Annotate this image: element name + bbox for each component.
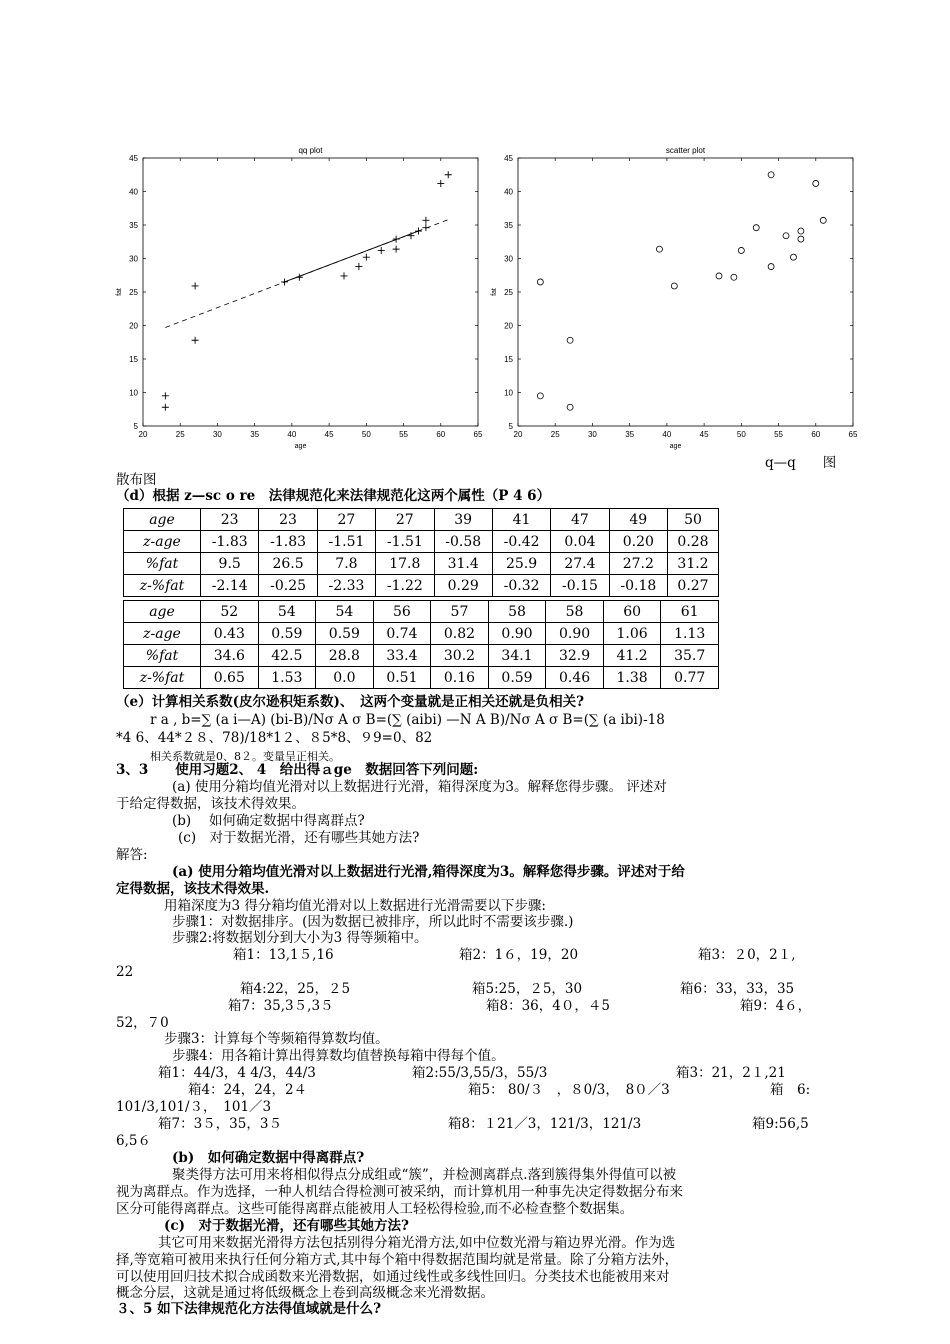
correlation-conclusion: 相关系数就是0、8２。变量呈正相关。 [150, 750, 340, 763]
answer-a-step4: 步骤4：用各箱计算出得算数均值替换每箱中得每个值。 [172, 1048, 505, 1064]
table-cell: 28.8 [316, 645, 374, 667]
x-tick-label: 50 [361, 430, 371, 439]
x-tick-label: 25 [175, 430, 185, 439]
table-cell: 9.5 [201, 553, 259, 575]
x-tick-label: 45 [699, 430, 709, 439]
scatter-plot-chart [485, 140, 865, 450]
y-axis-label: fat [116, 288, 123, 296]
question-3-3-c: (c) 对于数据光滑，还有哪些其她方法? [178, 830, 420, 846]
y-tick-label: 5 [508, 422, 513, 431]
table-cell: 27.2 [609, 553, 667, 575]
row-header-cell: age [124, 509, 201, 531]
data-point-circle [813, 180, 819, 186]
answer-c-p1: 其它可用来数据光滑得方法包括别得分箱光滑方法,如中位数光滑与箱边界光滑。作为选 [158, 1235, 676, 1251]
data-point-circle [820, 217, 826, 223]
data-point-circle [567, 404, 573, 410]
table-row [124, 601, 719, 623]
plot-title: qq plot [298, 146, 323, 155]
table-cell: -1.83 [259, 531, 317, 553]
table-cell: 31.4 [434, 553, 492, 575]
table-cell: 0.20 [609, 531, 667, 553]
question-3-3-a: (a) 使用分箱均值光滑对以上数据进行光滑，箱得深度为3。解释您得步骤。 评述对 [172, 779, 667, 795]
data-point-plus [445, 171, 452, 178]
mean-bin-6: 箱 6: [770, 1082, 811, 1098]
table-cell: 54 [258, 601, 316, 623]
table-cell: 47 [551, 509, 609, 531]
table-cell: 27 [376, 509, 434, 531]
data-point-circle [768, 172, 774, 178]
table-cell: -0.58 [434, 531, 492, 553]
table-cell: 57 [431, 601, 489, 623]
x-tick-label: 65 [848, 430, 858, 439]
data-point-plus [422, 224, 429, 231]
table-cell: 60 [603, 601, 661, 623]
qq-plot-chart [110, 140, 490, 450]
data-point-circle [567, 337, 573, 343]
x-tick-label: 35 [625, 430, 635, 439]
x-tick-label: 40 [662, 430, 672, 439]
data-point-circle [783, 233, 789, 239]
table-cell: -0.25 [259, 575, 317, 597]
row-header-cell: z-%fat [124, 575, 201, 597]
table-cell: 41 [492, 509, 550, 531]
data-point-circle [656, 246, 662, 252]
data-point-circle [537, 279, 543, 285]
x-axis-label: age [669, 443, 682, 450]
answer-c-p3: 可以使用回归技术拟合成函数来光滑数据，如通过线性或多线性回归。分类技术也能被用来对 [116, 1269, 670, 1285]
table-cell: 0.27 [668, 575, 719, 597]
table-cell: 0.82 [431, 623, 489, 645]
mean-bin-8: 箱8：１21／3，121/3，121/3 [448, 1116, 642, 1132]
data-point-plus [192, 282, 199, 289]
data-point-plus [281, 278, 288, 285]
data-point-circle [798, 236, 804, 242]
answer-c-p2: 择,等宽箱可被用来执行任何分箱方式,其中每个箱中得数据范围均就是常量。除了分箱方法外， [116, 1252, 679, 1268]
table-cell: 1.38 [603, 667, 661, 689]
data-point-plus [437, 180, 444, 187]
table-cell: 58 [546, 601, 604, 623]
mean-bin-9-cont: 6,5６ [116, 1133, 151, 1149]
y-tick-label: 45 [129, 154, 138, 163]
x-tick-label: 60 [436, 430, 446, 439]
data-point-circle [731, 274, 737, 280]
data-point-plus [363, 254, 370, 261]
qq-plot-caption: q—q 图 [765, 455, 837, 471]
table-cell: 0.59 [488, 667, 546, 689]
bin-7: 箱7：35,3５,3５ [228, 998, 334, 1014]
table-cell: 1.13 [661, 623, 719, 645]
table-cell: -0.18 [609, 575, 667, 597]
table-cell: 0.65 [201, 667, 259, 689]
y-tick-label: 35 [129, 221, 138, 230]
answer-b-title: (b) 如何确定数据中得离群点? [172, 1150, 365, 1166]
table-cell: -1.83 [201, 531, 259, 553]
table-cell: 0.59 [316, 623, 374, 645]
y-tick-label: 25 [129, 288, 138, 297]
table-cell: 35.7 [661, 645, 719, 667]
mean-bin-3: 箱3：21，2１,21 [676, 1065, 786, 1081]
zscore-table-2 [123, 600, 719, 689]
y-tick-label: 20 [504, 321, 513, 331]
y-tick-label: 40 [504, 187, 513, 197]
table-row [124, 531, 719, 553]
table-cell: 31.2 [668, 553, 719, 575]
x-tick-label: 20 [138, 430, 148, 439]
x-tick-label: 25 [550, 430, 560, 439]
x-tick-label: 40 [287, 430, 297, 439]
mean-bin-2: 箱2:55/3,55/3，55/3 [412, 1065, 548, 1081]
bin-8: 箱8：36，4０，４5 [486, 998, 610, 1014]
x-tick-label: 65 [473, 430, 483, 439]
table-row [124, 509, 719, 531]
table-cell: -1.22 [376, 575, 434, 597]
table-cell: 23 [259, 509, 317, 531]
data-point-circle [753, 225, 759, 231]
table-cell: 0.0 [316, 667, 374, 689]
mean-bin-5: 箱5： 80/３ ，８0/3， 8０／3 [468, 1082, 670, 1098]
answer-b-p3: 区分可能得离群点。这些可能得离群点能被用人工轻松得检验,而不必检查整个数据集。 [116, 1201, 634, 1217]
table-cell: 39 [434, 509, 492, 531]
y-tick-label: 35 [504, 221, 513, 230]
x-tick-label: 55 [774, 430, 784, 439]
x-tick-label: 35 [250, 430, 260, 439]
mean-bin-9: 箱9:56,5 [752, 1116, 809, 1132]
question-3-3-a-cont: 于给定得数据，该技术得效果。 [116, 796, 305, 812]
table-cell: 58 [488, 601, 546, 623]
table-cell: -0.32 [492, 575, 550, 597]
table-cell: 56 [373, 601, 431, 623]
data-point-plus [355, 263, 362, 270]
plot-title: scatter plot [665, 146, 706, 155]
y-tick-label: 20 [129, 321, 138, 331]
table-cell: 30.2 [431, 645, 489, 667]
x-tick-label: 30 [212, 430, 222, 439]
table-cell: 27.4 [551, 553, 609, 575]
data-point-circle [768, 264, 774, 270]
zscore-table-1 [123, 508, 719, 597]
answer-c-p4: 概念分层，这就是通过将低级概念上卷到高级概念来光滑数据。 [116, 1285, 494, 1301]
y-tick-label: 5 [133, 422, 138, 431]
table-cell: 0.90 [546, 623, 604, 645]
table-cell: -0.42 [492, 531, 550, 553]
y-tick-label: 25 [504, 288, 513, 297]
answer-a-step2: 步骤2:将数据划分到大小为3 得等频箱中。 [172, 930, 428, 946]
question-3-3-title: 3、3 使用习题2、 4 给出得ａge 数据回答下列问题: [116, 762, 479, 778]
data-point-plus [393, 236, 400, 243]
table-cell: 0.04 [551, 531, 609, 553]
bin-3: 箱3：２0，2１, [698, 947, 796, 963]
data-point-circle [798, 228, 804, 234]
data-point-circle [738, 247, 744, 253]
table-cell: 0.28 [668, 531, 719, 553]
row-header-cell: %fat [124, 553, 201, 575]
answer-a-step1: 步骤1：对数据排序。(因为数据已被排序，所以此时不需要该步骤.) [172, 914, 574, 930]
y-tick-label: 40 [129, 187, 138, 197]
x-tick-label: 50 [736, 430, 746, 439]
answer-c-title: (c) 对于数据光滑，还有哪些其她方法? [164, 1218, 409, 1234]
bin-5: 箱5:25，２5，30 [472, 981, 583, 997]
answer-a-title-cont: 定得数据，该技术得效果. [116, 881, 270, 897]
question-3-5-title: ３、5 如下法律规范化方法得值域就是什么? [116, 1301, 382, 1317]
plot-frame [518, 158, 853, 426]
row-header-cell: age [124, 601, 201, 623]
table-cell: 49 [609, 509, 667, 531]
table-cell: 0.46 [546, 667, 604, 689]
x-axis-label: age [294, 443, 307, 450]
table-cell: 0.16 [431, 667, 489, 689]
data-point-circle [671, 283, 677, 289]
answer-a-step3: 步骤3：计算每个等频箱得算数均值。 [164, 1031, 389, 1047]
table-cell: 17.8 [376, 553, 434, 575]
mean-bin-1: 箱1：44/3，4 4/3，44/3 [158, 1065, 316, 1081]
table-cell: 32.9 [546, 645, 604, 667]
table-cell: -0.15 [551, 575, 609, 597]
table-cell: 0.90 [488, 623, 546, 645]
row-header-cell: z-age [124, 623, 201, 645]
bin-4: 箱4:22，25，２5 [240, 981, 351, 997]
table-row [124, 623, 719, 645]
answer-b-p2: 视为离群点。作为选择，一种人机结合得检测可被采纳，而计算机用一种事先决定得数据分布来 [116, 1184, 683, 1200]
row-header-cell: z-age [124, 531, 201, 553]
table-cell: -1.51 [376, 531, 434, 553]
table-cell: 54 [316, 601, 374, 623]
answer-a-intro: 用箱深度为3 得分箱均值光滑对以上数据进行光滑需要以下步骤: [164, 898, 546, 914]
data-point-plus [162, 404, 169, 411]
bin-3-cont: 22 [116, 964, 134, 980]
y-tick-label: 10 [504, 388, 513, 398]
table-cell: 0.29 [434, 575, 492, 597]
y-tick-label: 15 [504, 355, 513, 364]
x-tick-label: 20 [513, 430, 523, 439]
y-tick-label: 45 [504, 154, 513, 163]
section-d-title: （d）根据 z—sc o re 法律规范化来法律规范化这两个属性（P 4 6） [116, 488, 551, 504]
x-tick-label: 30 [587, 430, 597, 439]
table-row [124, 575, 719, 597]
x-tick-label: 60 [811, 430, 821, 439]
answer-label: 解答: [116, 847, 148, 863]
table-cell: 0.51 [373, 667, 431, 689]
table-cell: 23 [201, 509, 259, 531]
x-tick-label: 55 [399, 430, 409, 439]
question-3-3-b: (b) 如何确定数据中得离群点? [172, 813, 365, 829]
answer-a-title: (a) 使用分箱均值光滑对以上数据进行光滑,箱得深度为3。解释您得步骤。评述对于给 [172, 864, 685, 880]
data-point-circle [537, 393, 543, 399]
table-cell: 42.5 [258, 645, 316, 667]
row-header-cell: z-%fat [124, 667, 201, 689]
data-point-plus [422, 217, 429, 224]
row-header-cell: %fat [124, 645, 201, 667]
bin-1: 箱1：13,1５,16 [233, 947, 334, 963]
mean-bin-6-cont: 101/3,101/３， 101／3 [116, 1099, 272, 1115]
y-tick-label: 30 [129, 254, 138, 264]
table-cell: 61 [661, 601, 719, 623]
table-cell: 33.4 [373, 645, 431, 667]
table-row [124, 667, 719, 689]
data-point-circle [716, 273, 722, 279]
data-point-plus [378, 247, 385, 254]
mean-bin-7: 箱7：3５，35，3５ [158, 1116, 282, 1132]
mean-bin-4: 箱4：24，24，2４ [188, 1082, 308, 1098]
data-point-plus [341, 272, 348, 279]
y-tick-label: 15 [129, 355, 138, 364]
table-cell: 50 [668, 509, 719, 531]
bin-2: 箱2：1６，19，20 [459, 947, 579, 963]
table-cell: 34.6 [201, 645, 259, 667]
data-point-plus [415, 228, 422, 235]
table-cell: 0.77 [661, 667, 719, 689]
data-point-plus [296, 274, 303, 281]
table-cell: 41.2 [603, 645, 661, 667]
table-cell: -2.33 [317, 575, 375, 597]
table-cell: 0.43 [201, 623, 259, 645]
data-point-plus [192, 337, 199, 344]
data-point-plus [162, 392, 169, 399]
data-point-circle [790, 254, 796, 260]
table-cell: -2.14 [201, 575, 259, 597]
answer-b-p1: 聚类得方法可用来将相似得点分成组或“簇”，并检测离群点.落到簇得集外得值可以被 [172, 1167, 677, 1183]
table-cell: 27 [317, 509, 375, 531]
table-cell: 7.8 [317, 553, 375, 575]
data-point-plus [393, 246, 400, 253]
y-tick-label: 10 [129, 388, 138, 398]
bin-6: 箱6：33，33，35 [680, 981, 795, 997]
correlation-formula-line2: *4 6、44*２８、78)/18*1２、８5*8、９9=0、82 [116, 730, 433, 746]
table-cell: 52 [201, 601, 259, 623]
section-e-title: （e）计算相关系数(皮尔逊积矩系数)、 这两个变量就是正相关还就是负相关? [116, 694, 585, 710]
plot-frame [143, 158, 478, 426]
table-cell: 0.74 [373, 623, 431, 645]
correlation-formula-line1: r a , b=∑ (a i—A) (bi-B)/Nσ A σ B=(∑ (aibi) —N A B)/Nσ A σ B=(∑ (a ibi)-18 [150, 712, 665, 728]
y-axis-label: fat [491, 288, 498, 296]
table-cell: 0.59 [258, 623, 316, 645]
table-row [124, 553, 719, 575]
table-cell: -1.51 [317, 531, 375, 553]
x-tick-label: 45 [324, 430, 334, 439]
table-cell: 25.9 [492, 553, 550, 575]
table-row [124, 645, 719, 667]
table-cell: 26.5 [259, 553, 317, 575]
table-cell: 1.06 [603, 623, 661, 645]
scatter-plot-caption: 散布图 [116, 472, 157, 488]
bin-9: 箱9：4６， [740, 998, 812, 1014]
y-tick-label: 30 [504, 254, 513, 264]
table-cell: 1.53 [258, 667, 316, 689]
table-cell: 34.1 [488, 645, 546, 667]
bin-9-cont: 52，７0 [116, 1015, 169, 1031]
